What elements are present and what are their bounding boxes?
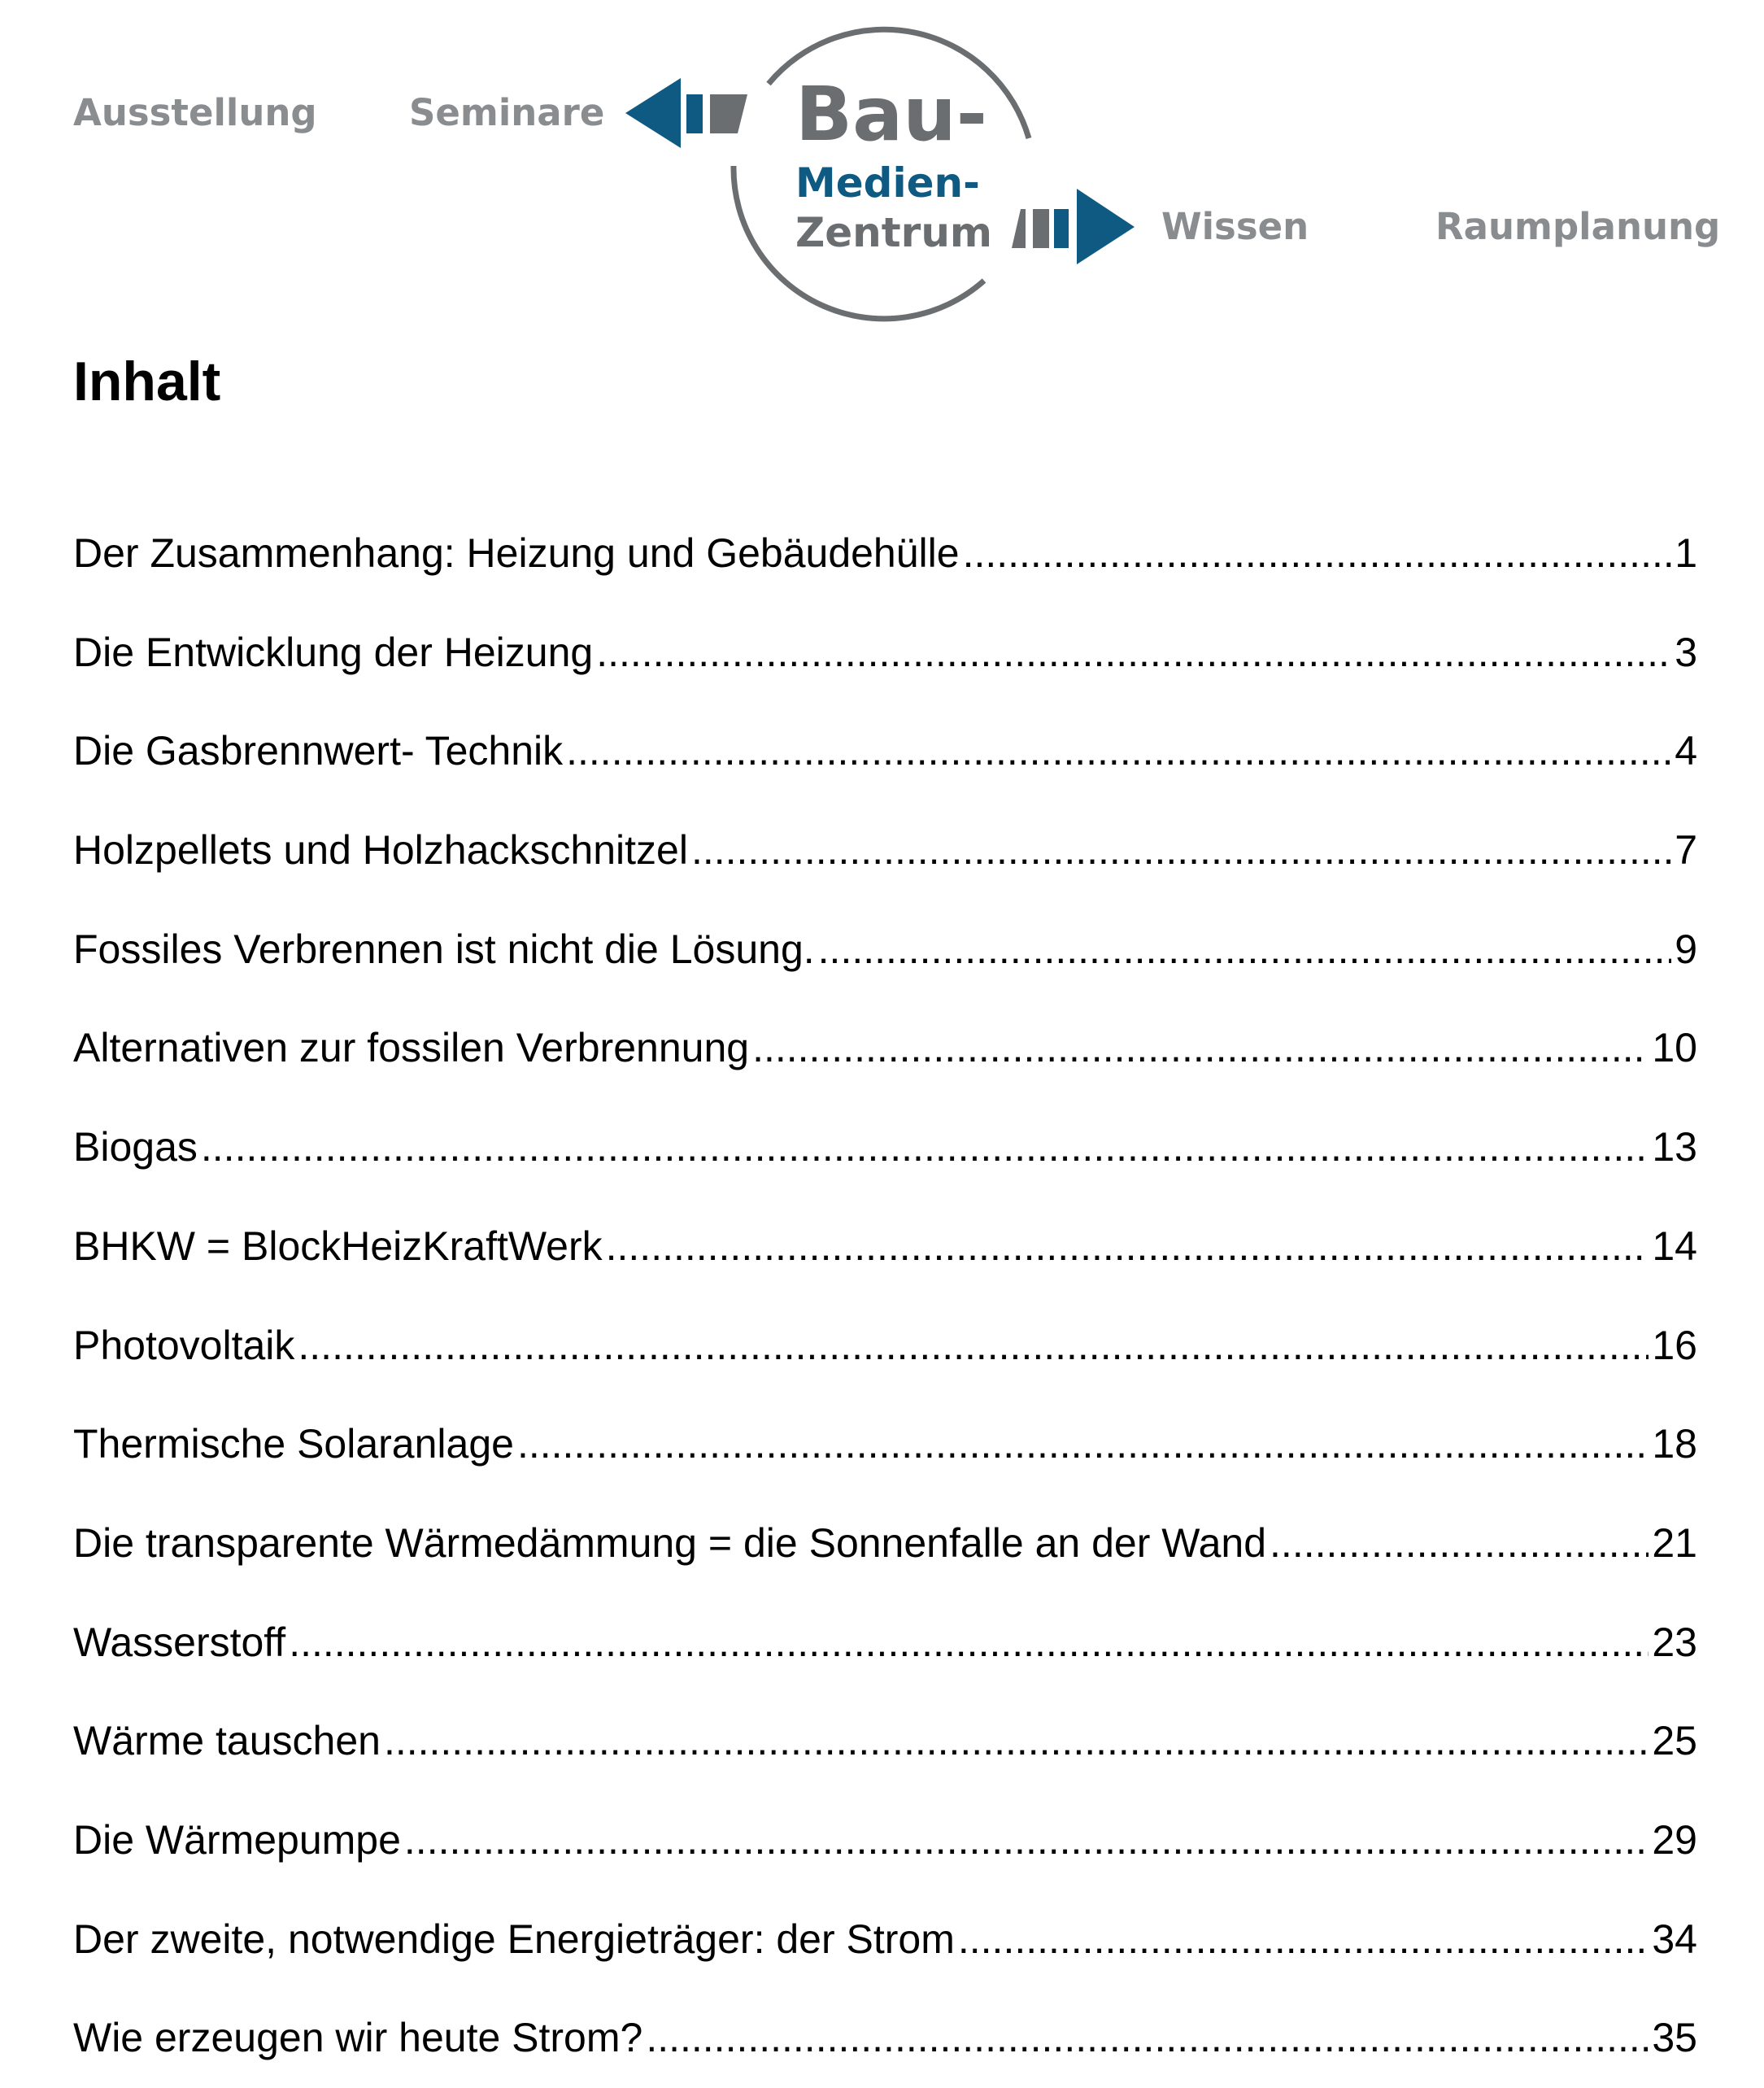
logo-text-bau: Bau- [795,71,987,158]
toc-entry-page-number: 16 [1652,1322,1697,1368]
toc-entry-page-number: 10 [1652,1025,1697,1071]
toc-entry[interactable] [73,999,1697,1098]
toc-entry-label: Der Zusammenhang: Heizung und Gebäudehülle [73,530,960,576]
toc-dot-leader [752,999,1649,1098]
toc-entry-page-number: 21 [1652,1519,1697,1566]
toc-dot-leader [384,1692,1649,1791]
toc-dot-leader [958,1890,1649,1990]
nav-link-raumplanung[interactable]: Raumplanung [1435,205,1721,248]
toc-entry[interactable] [73,702,1697,801]
toc-dot-leader [963,504,1672,604]
toc-entry-page-number: 23 [1652,1619,1697,1665]
toc-entry-label: Die transparente Wärmedämmung = die Sonnenfalle an der Wand [73,1519,1267,1566]
toc-entry[interactable] [73,504,1697,604]
toc-entry-label: Photovoltaik [73,1322,295,1368]
toc-entry-page-number: 7 [1675,827,1697,874]
toc-dot-leader [201,1098,1649,1197]
toc-entry-label: Wasserstoff [73,1619,286,1665]
toc-dot-leader [517,1395,1649,1494]
toc-dot-leader [289,1593,1649,1693]
toc-entry-label: Die Wärmepumpe [73,1816,401,1863]
toc-entry-label: Wärme tauschen [73,1718,381,1764]
toc-entry[interactable] [73,1989,1697,2088]
toc-entry[interactable] [73,1494,1697,1593]
toc-entry[interactable] [73,801,1697,900]
page-header [0,0,1764,342]
toc-entry[interactable] [73,1890,1697,1990]
nav-link-seminare[interactable]: Seminare [409,91,605,134]
arrow-left-bar-icon [686,94,703,133]
toc-entry-page-number: 25 [1652,1718,1697,1764]
toc-dot-leader [298,1297,1649,1396]
toc-dot-leader [818,900,1672,1000]
toc-dot-leader [404,1791,1649,1890]
toc-entry[interactable] [73,1593,1697,1693]
toc-entry-label: Fossiles Verbrennen ist nicht die Lösung. [73,926,815,972]
toc-entry-page-number: 9 [1675,926,1697,972]
toc-entry[interactable] [73,1197,1697,1297]
arrow-left-slant-icon [710,94,747,133]
arrow-right-bar-icon [1033,209,1049,248]
toc-entry-page-number: 1 [1675,530,1697,576]
toc-entry-label: Wie erzeugen wir heute Strom? [73,2015,643,2061]
toc-entry-page-number: 14 [1652,1223,1697,1269]
toc-entry[interactable] [73,1297,1697,1396]
toc-dot-leader [596,604,1671,703]
arrow-right-icon [1077,189,1135,264]
toc-entry-page-number: 34 [1652,1916,1697,1962]
toc-entry-page-number: 29 [1652,1816,1697,1863]
logo-text-medien: Medien- [795,159,980,207]
toc-entry-label: Die Entwicklung der Heizung [73,629,594,675]
logo-text-zentrum: Zentrum [795,209,993,256]
toc-entry-label: Die Gasbrennwert- Technik [73,728,564,774]
toc-entry-label: Biogas [73,1124,198,1170]
toc-entry-page-number: 4 [1675,728,1697,774]
toc-entry-label: Holzpellets und Holzhackschnitzel [73,827,688,874]
toc-entry[interactable] [73,900,1697,1000]
toc-entry-page-number: 35 [1652,2015,1697,2061]
toc-entry-page-number: 18 [1652,1421,1697,1467]
toc-entry-page-number: 3 [1675,629,1697,675]
arrow-right-bar2-icon [1054,209,1069,248]
toc-entry[interactable] [73,1692,1697,1791]
toc-entry-label: Alternativen zur fossilen Verbrennung [73,1025,750,1071]
toc-entry-label: Der zweite, notwendige Energieträger: der Strom [73,1916,955,1962]
table-of-contents [73,504,1697,2088]
page-title: Inhalt [73,351,221,412]
arrow-right-slant-icon [1012,209,1026,248]
toc-dot-leader [1270,1494,1649,1593]
toc-entry-page-number: 13 [1652,1124,1697,1170]
nav-link-wissen[interactable]: Wissen [1161,205,1309,248]
toc-dot-leader [646,1989,1649,2088]
toc-entry[interactable] [73,1791,1697,1890]
toc-dot-leader [691,801,1671,900]
toc-entry[interactable] [73,1395,1697,1494]
toc-dot-leader [606,1197,1649,1297]
toc-entry-label: Thermische Solaranlage [73,1421,514,1467]
arrow-left-icon [625,78,681,148]
nav-link-ausstellung[interactable]: Ausstellung [73,91,317,134]
toc-entry[interactable] [73,604,1697,703]
toc-dot-leader [566,702,1671,801]
bau-medien-zentrum-logo [618,16,1155,333]
toc-entry-label: BHKW = BlockHeizKraftWerk [73,1223,603,1269]
toc-entry[interactable] [73,1098,1697,1197]
